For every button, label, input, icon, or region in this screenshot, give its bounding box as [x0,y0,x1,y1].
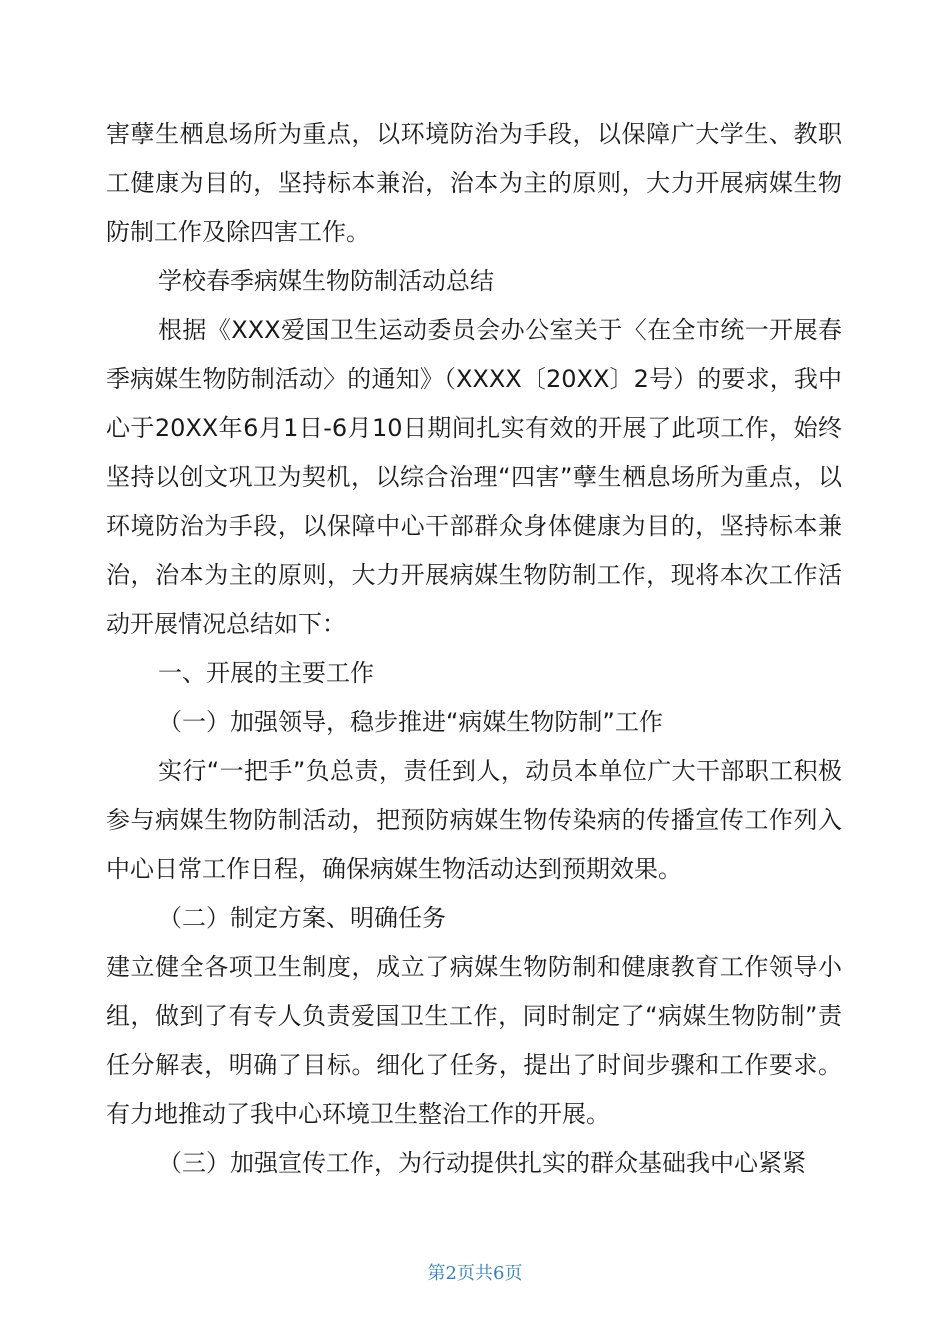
body-paragraph-intro: 根据《XXX爱国卫生运动委员会办公室关于〈在全市统一开展春季病媒生物防制活动〉的通知》（XXXX〔20XX〕2号）的要求，我中心于20XX年6月1日-6月10日期间扎实有效的开展了此项工作，始终坚持以创文巩卫为契机，以综合治理“四害”孽生栖息场所为重点，以环境防治为手段，以保障中心干部群众身体健康为目的，坚持标本兼治，治本为主的原则，大力开展病媒生物防制工作，现将本次工作活动开展情况总结如下： [106,316,842,638]
subsection-heading-2: （二）制定方案、明确任务 [158,904,446,932]
body-paragraph-plan: 建立健全各项卫生制度，成立了病媒生物防制和健康教育工作领导小组，做到了有专人负责爱国卫生工作，同时制定了“病媒生物防制”责任分解表，明确了目标。细化了任务，提出了时间步骤和工作要求。有力地推动了我中心环境卫生整治工作的开展。 [106,953,842,1128]
subsection-heading-3: （三）加强宣传工作，为行动提供扎实的群众基础我中心紧紧 [158,1149,806,1177]
section-heading-1: 一、开展的主要工作 [158,659,374,687]
body-paragraph-1: 害孽生栖息场所为重点，以环境防治为手段，以保障广大学生、教职工健康为目的，坚持标本兼治，治本为主的原则，大力开展病媒生物防制工作及除四害工作。 [106,120,842,246]
subsection-heading-1: （一）加强领导，稳步推进“病媒生物防制”工作 [158,708,663,736]
document-body [106,110,842,1188]
page-number-footer: 第2页共6页 [427,1263,523,1284]
body-paragraph-leadership: 实行“一把手”负总责，责任到人，动员本单位广大干部职工积极参与病媒生物防制活动，把预防病媒生物传染病的传播宣传工作列入中心日常工作日程，确保病媒生物活动达到预期效果。 [106,757,842,883]
document-subtitle: 学校春季病媒生物防制活动总结 [158,267,494,295]
